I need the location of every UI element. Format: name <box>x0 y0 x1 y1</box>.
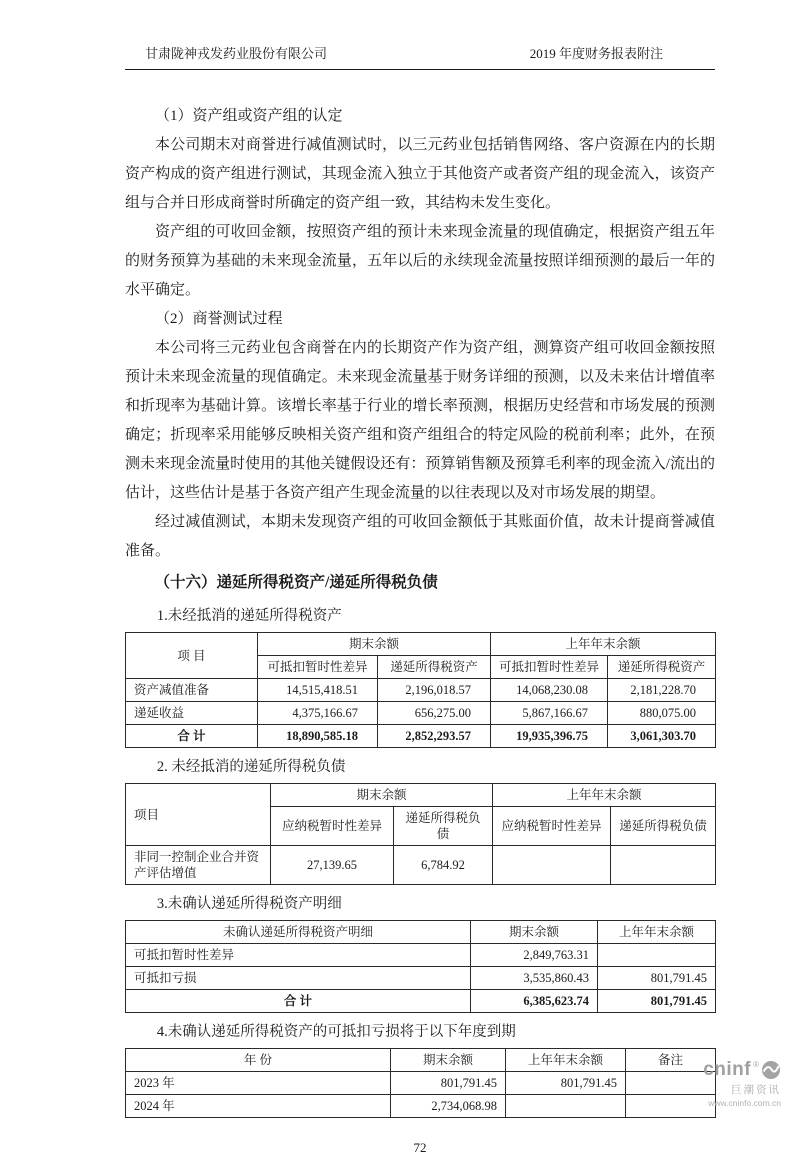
cell-year: 2024 年 <box>126 1095 391 1118</box>
header-cell-prior-year: 上年年末余额 <box>598 921 716 944</box>
table-header-row <box>126 784 716 807</box>
cell-total-value: 2,852,293.57 <box>378 725 491 748</box>
cninfo-url: www.cninfo.com.cn <box>708 1098 781 1108</box>
cell-item: 可抵扣暂时性差异 <box>126 944 471 967</box>
cell-value <box>611 846 716 885</box>
heading-asset-group-identification: （1）资产组或资产组的认定 <box>155 108 343 124</box>
cell-total-value: 18,890,585.18 <box>258 725 378 748</box>
subheader-taxable-diff: 应纳税暂时性差异 <box>271 807 394 846</box>
cell-value: 27,139.65 <box>271 846 394 885</box>
paragraph-test-process: 本公司将三元药业包含商誉在内的长期资产作为资产组，测算资产组可收回金额按照预计未来现金流量的现值确定。未来现金流量基于财务详细的预测，以及未来估计增值率和折现率为基础计算。该增长率基于行业的增长率预测，根据历史经营和市场发展的预测确定；折现率采用能够反映相关资产组和资产组组合的特定风险的税前利率；此外，在预测未来现金流量时使用的其他关键假设还有：预算销售额及预算毛利率的现金流入/流出的估计，这些估计是基于各资产组产生现金流量的以往表现以及对市场发展的期望。 <box>125 340 715 501</box>
table-deferred-tax-assets <box>125 632 716 748</box>
table-row <box>126 1095 716 1118</box>
cninfo-brand-row <box>703 1059 781 1081</box>
subheading-unrecognized-dta: 3.未确认递延所得税资产明细 <box>156 896 342 912</box>
header-cell-prior-year: 上年年末余额 <box>491 633 716 656</box>
cell-value: 14,068,230.08 <box>491 679 608 702</box>
subheader-taxable-diff: 应纳税暂时性差异 <box>493 807 611 846</box>
cell-total-value: 3,061,303.70 <box>608 725 716 748</box>
table-row <box>126 846 716 885</box>
section-heading-deferred-tax: （十六）递延所得税资产/递延所得税负债 <box>154 574 438 591</box>
cell-note <box>626 1072 716 1095</box>
table-header-row <box>126 1049 716 1072</box>
header-cell-item: 项目 <box>126 784 271 846</box>
table-row <box>126 944 716 967</box>
paragraph-impairment-test: 本公司期末对商誉进行减值测试时，以三元药业包括销售网络、客户资源在内的长期资产构成的资产组进行测试，其现金流入独立于其他资产或者资产组的现金流入，该资产组与合并日形成商誉时所确定的资产组一致，其结构未发生变化。 <box>125 137 715 211</box>
header-cell-period-end: 期末余额 <box>391 1049 506 1072</box>
cell-value <box>598 944 716 967</box>
header-cell-item: 未确认递延所得税资产明细 <box>126 921 471 944</box>
header-cell-prior-year: 上年年末余额 <box>493 784 716 807</box>
cell-value: 801,791.45 <box>391 1072 506 1095</box>
cell-item: 可抵扣亏损 <box>126 967 471 990</box>
cell-value: 2,849,763.31 <box>471 944 598 967</box>
cell-value: 14,515,418.51 <box>258 679 378 702</box>
page-number: 72 <box>413 1140 427 1155</box>
cell-item: 递延收益 <box>126 702 258 725</box>
cninfo-chinese-name: 巨潮资讯 <box>731 1084 781 1096</box>
cell-value <box>493 846 611 885</box>
table-deferred-tax-liabilities <box>125 783 716 885</box>
cell-total-value: 6,385,623.74 <box>471 990 598 1013</box>
table-row <box>126 1072 716 1095</box>
cell-value: 3,535,860.43 <box>471 967 598 990</box>
cell-note <box>626 1095 716 1118</box>
subheading-unoffset-dta: 1.未经抵消的递延所得税资产 <box>156 608 342 624</box>
header-cell-prior-year: 上年年末余额 <box>506 1049 626 1072</box>
cell-value: 801,791.45 <box>506 1072 626 1095</box>
subheader-deferred-asset: 递延所得税资产 <box>378 656 491 679</box>
cell-value: 4,375,166.67 <box>258 702 378 725</box>
header-cell-period-end: 期末余额 <box>258 633 491 656</box>
header-cell-note: 备注 <box>626 1049 716 1072</box>
cell-value: 2,181,228.70 <box>608 679 716 702</box>
cell-value: 801,791.45 <box>598 967 716 990</box>
cninfo-brand-text: cninf <box>703 1059 752 1080</box>
header-company-name: 甘肃陇神戎发药业股份有限公司 <box>145 46 328 61</box>
table-header-row <box>126 633 716 656</box>
cninfo-globe-icon <box>761 1060 781 1080</box>
cell-item: 非同一控制企业合并资产评估增值 <box>126 846 271 885</box>
subheading-unoffset-dtl: 2. 未经抵消的递延所得税负债 <box>156 759 346 775</box>
subheader-deferred-liability: 递延所得税负债 <box>394 807 493 846</box>
cell-value <box>506 1095 626 1118</box>
table-row <box>126 702 716 725</box>
table-unrecognized-dta-detail <box>125 920 716 1013</box>
cell-value: 5,867,166.67 <box>491 702 608 725</box>
cell-total-value: 801,791.45 <box>598 990 716 1013</box>
table-row <box>126 967 716 990</box>
table-total-row <box>126 725 716 748</box>
header-report-title: 2019 年度财务报表附注 <box>529 46 663 61</box>
table-row <box>126 679 716 702</box>
header-cell-period-end: 期末余额 <box>471 921 598 944</box>
cell-value: 2,196,018.57 <box>378 679 491 702</box>
table-total-row <box>126 990 716 1013</box>
cell-value: 6,784.92 <box>394 846 493 885</box>
subheading-deductible-loss-expiry: 4.未确认递延所得税资产的可抵扣亏损将于以下年度到期 <box>156 1024 516 1040</box>
heading-goodwill-test-process: （2）商誉测试过程 <box>155 311 283 327</box>
subheader-deductible-diff: 可抵扣暂时性差异 <box>491 656 608 679</box>
page-header <box>125 46 715 70</box>
cell-item: 资产减值准备 <box>126 679 258 702</box>
cninfo-watermark <box>703 1059 781 1108</box>
header-cell-item: 项 目 <box>126 633 258 679</box>
cell-value: 880,075.00 <box>608 702 716 725</box>
cell-year: 2023 年 <box>126 1072 391 1095</box>
table-header-row <box>126 921 716 944</box>
cell-value: 2,734,068.98 <box>391 1095 506 1118</box>
cell-total-label: 合 计 <box>126 990 471 1013</box>
paragraph-test-conclusion: 经过减值测试，本期未发现资产组的可收回金额低于其账面价值，故未计提商誉减值准备。 <box>125 514 715 559</box>
table-deductible-loss-expiry <box>125 1048 716 1118</box>
paragraph-recoverable-amount: 资产组的可收回金额，按照资产组的预计未来现金流量的现值确定，根据资产组五年的财务预算为基础的未来现金流量，五年以后的永续现金流量按照详细预测的最后一年的水平确定。 <box>125 224 715 298</box>
cell-value: 656,275.00 <box>378 702 491 725</box>
subheader-deductible-diff: 可抵扣暂时性差异 <box>258 656 378 679</box>
cell-total-label: 合 计 <box>126 725 258 748</box>
registered-mark: ® <box>753 1060 759 1069</box>
header-cell-period-end: 期末余额 <box>271 784 493 807</box>
subheader-deferred-liability: 递延所得税负债 <box>611 807 716 846</box>
cell-total-value: 19,935,396.75 <box>491 725 608 748</box>
subheader-deferred-asset: 递延所得税资产 <box>608 656 716 679</box>
header-cell-year: 年 份 <box>126 1049 391 1072</box>
